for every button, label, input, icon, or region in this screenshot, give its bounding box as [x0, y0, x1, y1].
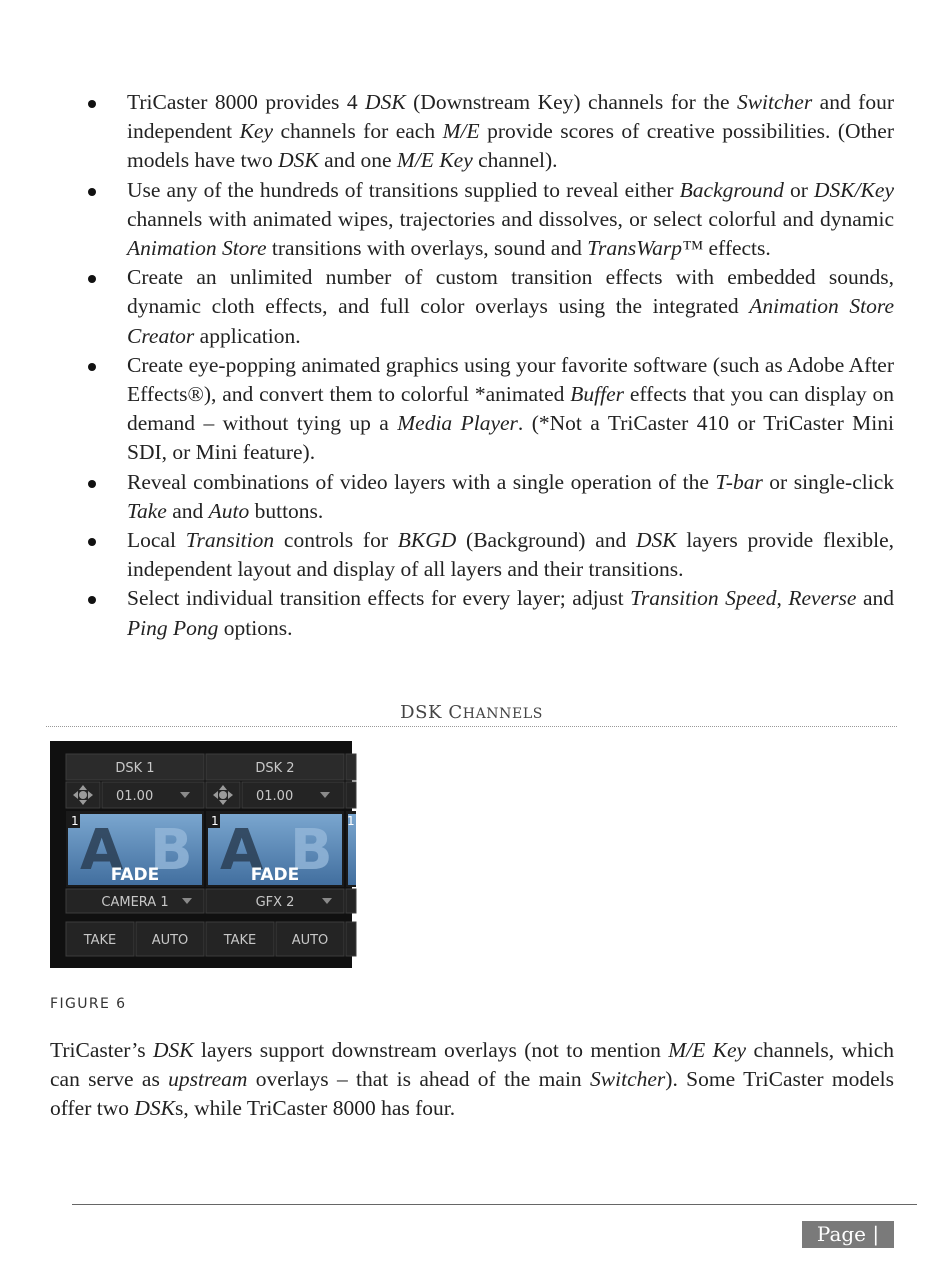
- italic-term: Switcher: [590, 1067, 666, 1092]
- italic-term: DSK: [636, 528, 677, 553]
- text-run: Use any of the hundreds of transitions supplied to reveal either: [127, 177, 680, 202]
- dsk-title: DSK 2: [255, 761, 295, 776]
- section-heading: [46, 702, 897, 723]
- bullet-item: [88, 88, 894, 176]
- thumb-letter-a: A: [80, 818, 124, 883]
- text-run: effects.: [703, 236, 771, 261]
- text-run: channels with animated wipes, trajectories and dissolves, or select colorful and dynamic: [127, 206, 894, 231]
- italic-term: DSK: [278, 148, 319, 173]
- italic-term: T-bar: [715, 469, 763, 494]
- italic-term: M/E Key: [668, 1038, 747, 1062]
- text-run: effects that you can display on demand – without tying up a: [127, 382, 894, 436]
- italic-term: TransWarp™: [587, 236, 704, 261]
- dsk-title: DSK 1: [115, 761, 155, 776]
- italic-term: Transition Speed: [630, 586, 777, 611]
- text-run: or: [783, 177, 814, 202]
- bullet-text: [127, 88, 894, 176]
- text-run: layers provide flexible, independent layout and display of all layers and their transitions.: [127, 528, 894, 582]
- bullet-dot-icon: [88, 275, 96, 283]
- italic-term: Take: [127, 498, 167, 523]
- text-run: Select individual transition effects for every layer; adjust: [127, 586, 631, 611]
- italic-term: Auto: [208, 498, 250, 523]
- section-heading-lead: DSK C: [400, 702, 463, 723]
- source-label: GFX 2: [255, 895, 295, 910]
- dsk-channels-figure: [50, 741, 355, 968]
- layer-number: 1: [347, 814, 355, 828]
- text-run: options.: [218, 615, 293, 640]
- auto-label: AUTO: [151, 933, 189, 948]
- italic-term: Media Player: [397, 411, 518, 436]
- bullet-dot-icon: [88, 538, 96, 546]
- text-run: TriCaster 8000 provides 4: [127, 90, 366, 114]
- italic-term: upstream: [168, 1067, 248, 1092]
- bullet-item: [88, 176, 894, 264]
- thumb-letter-b: B: [150, 818, 193, 883]
- footer-divider: [72, 1204, 917, 1205]
- italic-term: DSK: [152, 1038, 194, 1062]
- section-heading-smallcaps: HANNELS: [462, 706, 543, 722]
- bullet-item: [88, 263, 894, 351]
- text-run: or single-click: [762, 469, 894, 494]
- thumb-letter-b: B: [290, 818, 333, 883]
- italic-term: Transition: [185, 528, 275, 553]
- bullet-item: [88, 526, 894, 584]
- italic-term: Buffer: [570, 382, 624, 407]
- bullet-text: [127, 584, 894, 642]
- text-run: and: [856, 586, 894, 611]
- dsk-panel-screenshot: [50, 741, 355, 968]
- figure-caption: FIGURE 6: [50, 996, 127, 1012]
- take-label: TAKE: [83, 933, 117, 948]
- text-run: buttons.: [249, 498, 324, 523]
- bullet-text: [127, 526, 894, 584]
- bullet-item: [88, 468, 894, 526]
- text-run: and one: [318, 148, 397, 173]
- source-label: CAMERA 1: [101, 895, 169, 910]
- effect-name: FADE: [110, 865, 160, 885]
- text-run: TriCaster’s: [50, 1038, 153, 1062]
- bullet-item: [88, 351, 894, 468]
- bullet-dot-icon: [88, 188, 96, 196]
- bullet-dot-icon: [88, 480, 96, 488]
- layer-number: 1: [71, 814, 79, 828]
- italic-term: M/E: [442, 119, 480, 144]
- bullet-text: [127, 263, 894, 351]
- italic-term: M/E Key: [396, 148, 473, 173]
- italic-term: DSK/Key: [813, 177, 894, 202]
- partial-dsk-panel: [346, 754, 356, 956]
- italic-term: Switcher: [736, 90, 813, 114]
- thumb-letter-a: A: [220, 818, 264, 883]
- text-run: ). Some TriCaster models offer two: [50, 1067, 894, 1121]
- italic-term: Animation Store Creator: [127, 294, 894, 348]
- italic-term: Background: [679, 177, 784, 202]
- feature-bullet-list: [88, 88, 894, 643]
- text-run: and: [166, 498, 209, 523]
- heading-divider: [46, 726, 897, 727]
- bullet-dot-icon: [88, 363, 96, 371]
- bullet-item: [88, 584, 894, 642]
- text-run: (Background) and: [456, 528, 637, 553]
- auto-label: AUTO: [291, 933, 329, 948]
- text-run: application.: [194, 323, 301, 348]
- text-run: ,: [776, 586, 789, 611]
- text-run: and four independent: [127, 90, 894, 144]
- effect-name: FADE: [250, 865, 300, 885]
- bullet-text: [127, 176, 894, 264]
- text-run: channel).: [472, 148, 558, 173]
- italic-term: BKGD: [397, 528, 457, 553]
- text-run: overlays – that is ahead of the main: [247, 1067, 591, 1092]
- body-paragraph: [50, 1036, 894, 1124]
- text-run: Local: [127, 528, 186, 553]
- bullet-dot-icon: [88, 596, 96, 604]
- text-run: (Downstream Key) channels for the: [405, 90, 737, 114]
- page-number: Page | 13: [802, 1221, 894, 1248]
- transition-speed-value: 01.00: [116, 789, 154, 804]
- text-run: s, while TriCaster 8000 has four.: [175, 1096, 456, 1121]
- text-run: Create eye-popping animated graphics using your favorite software (such as Adobe After Effects®), and convert them to colorful *animated: [127, 352, 894, 407]
- bullet-text: [127, 351, 894, 468]
- take-label: TAKE: [223, 933, 257, 948]
- text-run: channels, which can serve as: [50, 1038, 895, 1092]
- italic-term: Key: [239, 119, 273, 144]
- italic-term: Animation Store: [127, 236, 267, 261]
- text-run: Reveal combinations of video layers with a single operation of the: [127, 469, 716, 494]
- text-run: Create an unlimited number of custom transition effects with embedded sounds, dynamic cloth effects, and full color overlays using the integrated: [127, 265, 894, 319]
- transition-speed-value: 01.00: [256, 789, 294, 804]
- italic-term: DSK: [134, 1096, 176, 1121]
- text-run: provide scores of creative possibilities. (Other models have two: [127, 119, 894, 173]
- text-run: channels for each: [273, 119, 443, 144]
- italic-term: DSK: [365, 90, 406, 114]
- text-run: transitions with overlays, sound and: [266, 236, 588, 261]
- text-run: . (*Not a TriCaster 410 or TriCaster Mini SDI, or Mini feature).: [127, 411, 894, 465]
- italic-term: Reverse: [788, 586, 857, 611]
- bullet-text: [127, 468, 894, 526]
- text-run: controls for: [274, 528, 398, 553]
- layer-number: 1: [211, 814, 219, 828]
- text-run: layers support downstream overlays (not to mention: [193, 1038, 669, 1062]
- italic-term: Ping Pong: [127, 615, 219, 640]
- bullet-dot-icon: [88, 100, 96, 108]
